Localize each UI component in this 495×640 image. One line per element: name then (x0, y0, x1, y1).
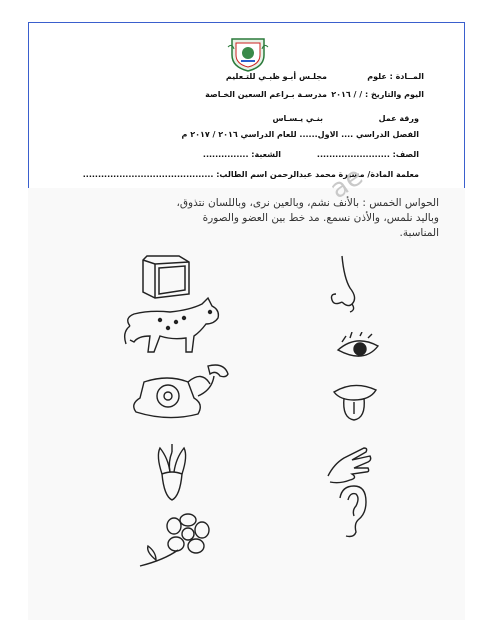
hand-picture (324, 440, 374, 488)
council-name: مجلـس أبـو ظبـي للتـعليم (225, 72, 327, 81)
banana-picture (150, 440, 194, 504)
school-logo (226, 33, 270, 73)
worksheet-label: ورقة عمل (378, 114, 419, 123)
date-label: اليوم والتاريخ : / / ٢٠١٦ (331, 90, 424, 99)
flower-picture (134, 512, 216, 574)
eye-picture (334, 332, 382, 368)
worksheet-area (28, 188, 465, 620)
watermark: ae (324, 160, 370, 206)
subject-label: المــادة : علوم (367, 72, 424, 81)
school-name: مدرسـة بـراعم السعين الخـاصة (205, 90, 327, 99)
telephone-picture (128, 360, 232, 430)
cat-picture (120, 296, 230, 358)
teacher-student-line: معلمة المادة/ مشيرة محمد عبدالرحمن اسم الطالب: ........................................... (82, 170, 419, 179)
tongue-picture (330, 378, 380, 428)
grade-field: الصف: ........................ (316, 150, 419, 159)
instructions: الحواس الخمس : بالأنف نشم، وبالعين نرى، وباللسان نتذوق، وباليد نلمس، والأذن نسمع. مد خط بين العضو والصورة المناسبة. (176, 197, 439, 239)
student-names: بنـي يـسـاس (272, 114, 323, 123)
term-line: الفصل الدراسي .... الاول...... للعام الدراسي ٢٠١٦ / ٢٠١٧ م (181, 130, 419, 139)
nose-picture (324, 254, 364, 316)
section-field: الشعبة: ............... (202, 150, 281, 159)
ear-picture (334, 484, 370, 540)
